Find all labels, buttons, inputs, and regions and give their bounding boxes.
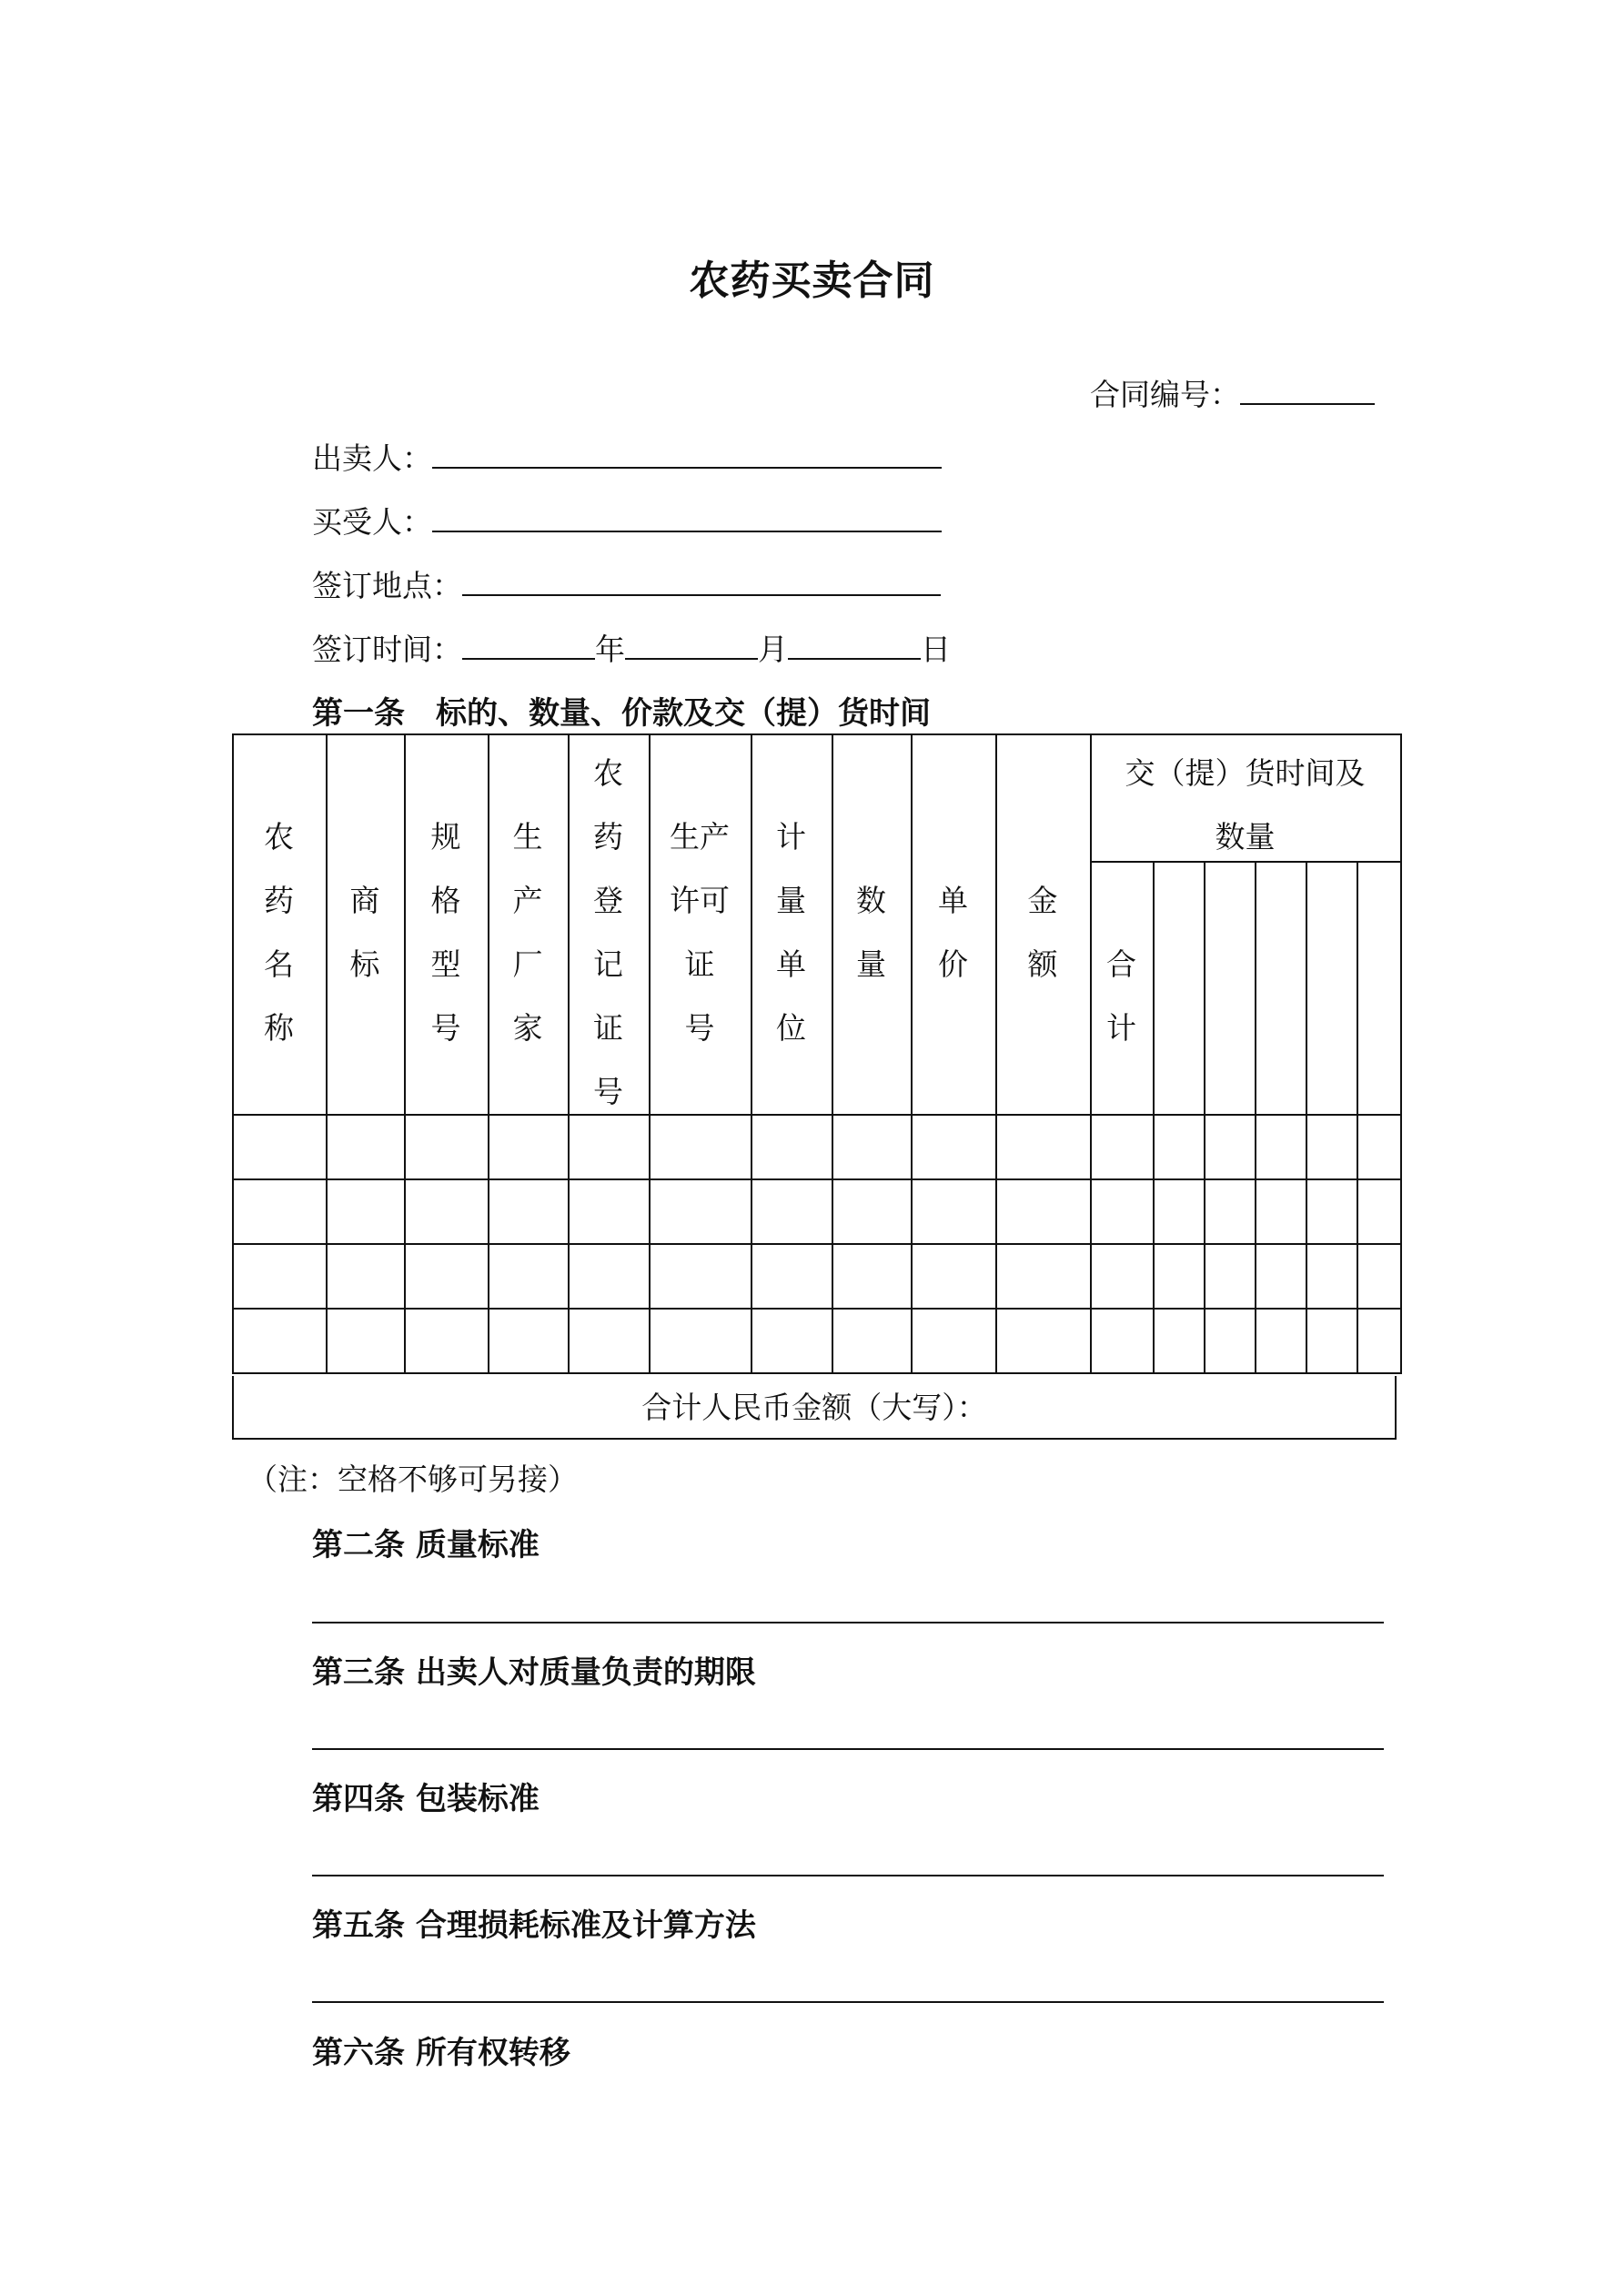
sign-place-field[interactable] — [462, 567, 941, 596]
table-cell[interactable] — [1205, 1244, 1256, 1309]
day-label: 日 — [921, 632, 951, 667]
contract-number-label: 合同编号： — [1090, 377, 1240, 412]
table-cell[interactable] — [996, 1179, 1091, 1244]
contract-number-field[interactable] — [1240, 376, 1375, 405]
header-label-pesticide-name: 农 药 名 称 — [264, 819, 294, 1046]
article-5-heading: 第五条 合理损耗标准及计算方法 — [312, 1907, 756, 1944]
article-2-fill-line[interactable] — [312, 1622, 1384, 1623]
table-cell[interactable] — [1357, 1244, 1401, 1309]
table-cell[interactable] — [832, 1115, 912, 1179]
table-cell[interactable] — [751, 1309, 832, 1373]
table-cell[interactable] — [1357, 1115, 1401, 1179]
table-cell[interactable] — [1306, 1115, 1357, 1179]
sign-place-label: 签订地点： — [312, 568, 462, 603]
table-cell[interactable] — [233, 1244, 327, 1309]
article-4-heading: 第四条 包装标准 — [312, 1781, 540, 1817]
sign-time-label: 签订时间： — [312, 632, 462, 667]
header-label-unit: 计 量 单 位 — [776, 819, 806, 1046]
table-row — [233, 1244, 1401, 1309]
table-cell[interactable] — [650, 1309, 751, 1373]
table-cell[interactable] — [327, 1179, 405, 1244]
table-cell[interactable] — [996, 1244, 1091, 1309]
table-cell[interactable] — [405, 1115, 489, 1179]
table-cell[interactable] — [1154, 1179, 1205, 1244]
table-cell[interactable] — [1091, 1179, 1154, 1244]
header-label-trademark: 商 标 — [349, 883, 380, 982]
table-cell[interactable] — [1357, 1309, 1401, 1373]
table-cell[interactable] — [327, 1115, 405, 1179]
table-cell[interactable] — [912, 1179, 996, 1244]
table-cell[interactable] — [1091, 1115, 1154, 1179]
table-cell[interactable] — [1306, 1244, 1357, 1309]
total-amount-row[interactable] — [232, 1376, 1397, 1440]
header-delivery-slot — [1154, 862, 1205, 1115]
header-label-quantity: 数 量 — [856, 883, 886, 982]
header-label-manufacturer: 生 产 厂 家 — [512, 819, 543, 1046]
table-cell[interactable] — [327, 1309, 405, 1373]
seller-label: 出卖人： — [312, 440, 432, 476]
table-cell[interactable] — [912, 1115, 996, 1179]
article-6-heading: 第六条 所有权转移 — [312, 2035, 570, 2071]
table-cell[interactable] — [1205, 1179, 1256, 1244]
table-cell[interactable] — [233, 1179, 327, 1244]
table-cell[interactable] — [1205, 1309, 1256, 1373]
table-cell[interactable] — [996, 1309, 1091, 1373]
table-cell[interactable] — [233, 1309, 327, 1373]
year-label: 年 — [595, 632, 625, 667]
buyer-label: 买受人： — [312, 504, 432, 540]
table-cell[interactable] — [1357, 1179, 1401, 1244]
table-cell[interactable] — [751, 1244, 832, 1309]
table-cell[interactable] — [405, 1244, 489, 1309]
table-cell[interactable] — [1091, 1244, 1154, 1309]
table-cell[interactable] — [405, 1309, 489, 1373]
table-cell[interactable] — [650, 1179, 751, 1244]
header-label-license-no: 生产 许可 证 号 — [670, 819, 730, 1046]
table-cell[interactable] — [1091, 1309, 1154, 1373]
table-cell[interactable] — [912, 1244, 996, 1309]
table-cell[interactable] — [832, 1244, 912, 1309]
table-cell[interactable] — [912, 1309, 996, 1373]
table-cell[interactable] — [751, 1115, 832, 1179]
table-cell[interactable] — [405, 1179, 489, 1244]
article-1-heading: 第一条 标的、数量、价款及交（提）货时间 — [312, 695, 931, 732]
header-label-registration-no: 农 药 登 记 证 号 — [593, 755, 623, 1109]
table-cell[interactable] — [1306, 1179, 1357, 1244]
table-cell[interactable] — [1256, 1179, 1306, 1244]
article-3-fill-line[interactable] — [312, 1748, 1384, 1750]
table-cell[interactable] — [1154, 1244, 1205, 1309]
total-amount-label: 合计人民币金额（大写）： — [641, 1390, 987, 1425]
table-cell[interactable] — [650, 1244, 751, 1309]
table-cell[interactable] — [569, 1244, 650, 1309]
article-3-heading: 第三条 出卖人对质量负责的期限 — [312, 1654, 756, 1691]
header-label-delivery-total: 合 计 — [1106, 946, 1136, 1046]
month-label: 月 — [758, 632, 788, 667]
table-cell[interactable] — [751, 1179, 832, 1244]
header-label-unit-price: 单 价 — [938, 883, 968, 982]
table-row — [233, 1179, 1401, 1244]
table-cell[interactable] — [1154, 1309, 1205, 1373]
contract-number-row — [1090, 371, 1375, 414]
table-cell[interactable] — [650, 1115, 751, 1179]
header-delivery-slot — [1205, 862, 1256, 1115]
buyer-field[interactable] — [432, 503, 942, 532]
header-label-delivery: 交（提）货时间及 数量 — [1125, 755, 1366, 855]
article-5-fill-line[interactable] — [312, 2001, 1384, 2003]
table-row — [233, 1309, 1401, 1373]
header-label-amount: 金 额 — [1027, 883, 1058, 982]
table-cell[interactable] — [1256, 1309, 1306, 1373]
header-delivery-slot — [1357, 862, 1401, 1115]
table-cell[interactable] — [489, 1244, 569, 1309]
sign-year-field[interactable] — [462, 631, 595, 660]
table-cell[interactable] — [569, 1309, 650, 1373]
article-2-heading: 第二条 质量标准 — [312, 1527, 540, 1563]
table-cell[interactable] — [1306, 1309, 1357, 1373]
table-cell[interactable] — [832, 1309, 912, 1373]
header-label-spec-model: 规 格 型 号 — [430, 819, 461, 1046]
seller-field[interactable] — [432, 440, 942, 469]
header-delivery-slot — [1256, 862, 1306, 1115]
sign-place-row — [312, 562, 941, 605]
table-row — [233, 1115, 1401, 1179]
table-cell[interactable] — [1256, 1244, 1306, 1309]
article-4-fill-line[interactable] — [312, 1875, 1384, 1876]
table-cell[interactable] — [1205, 1115, 1256, 1179]
table-cell[interactable] — [832, 1179, 912, 1244]
page-title: 农药买卖合同 — [689, 258, 935, 304]
seller-row — [312, 435, 942, 478]
table-cell[interactable] — [1154, 1115, 1205, 1179]
table-cell[interactable] — [489, 1179, 569, 1244]
table-cell[interactable] — [233, 1115, 327, 1179]
buyer-row — [312, 499, 942, 541]
table-cell[interactable] — [569, 1179, 650, 1244]
table-cell[interactable] — [489, 1115, 569, 1179]
table-cell[interactable] — [1256, 1115, 1306, 1179]
table-cell[interactable] — [489, 1309, 569, 1373]
header-delivery-slot — [1306, 862, 1357, 1115]
sign-time-row — [312, 626, 951, 669]
table-note: （注：空格不够可另接） — [247, 1462, 578, 1497]
table-cell[interactable] — [327, 1244, 405, 1309]
table-cell[interactable] — [996, 1115, 1091, 1179]
sign-month-field[interactable] — [625, 631, 758, 660]
table-cell[interactable] — [569, 1115, 650, 1179]
sign-day-field[interactable] — [788, 631, 921, 660]
